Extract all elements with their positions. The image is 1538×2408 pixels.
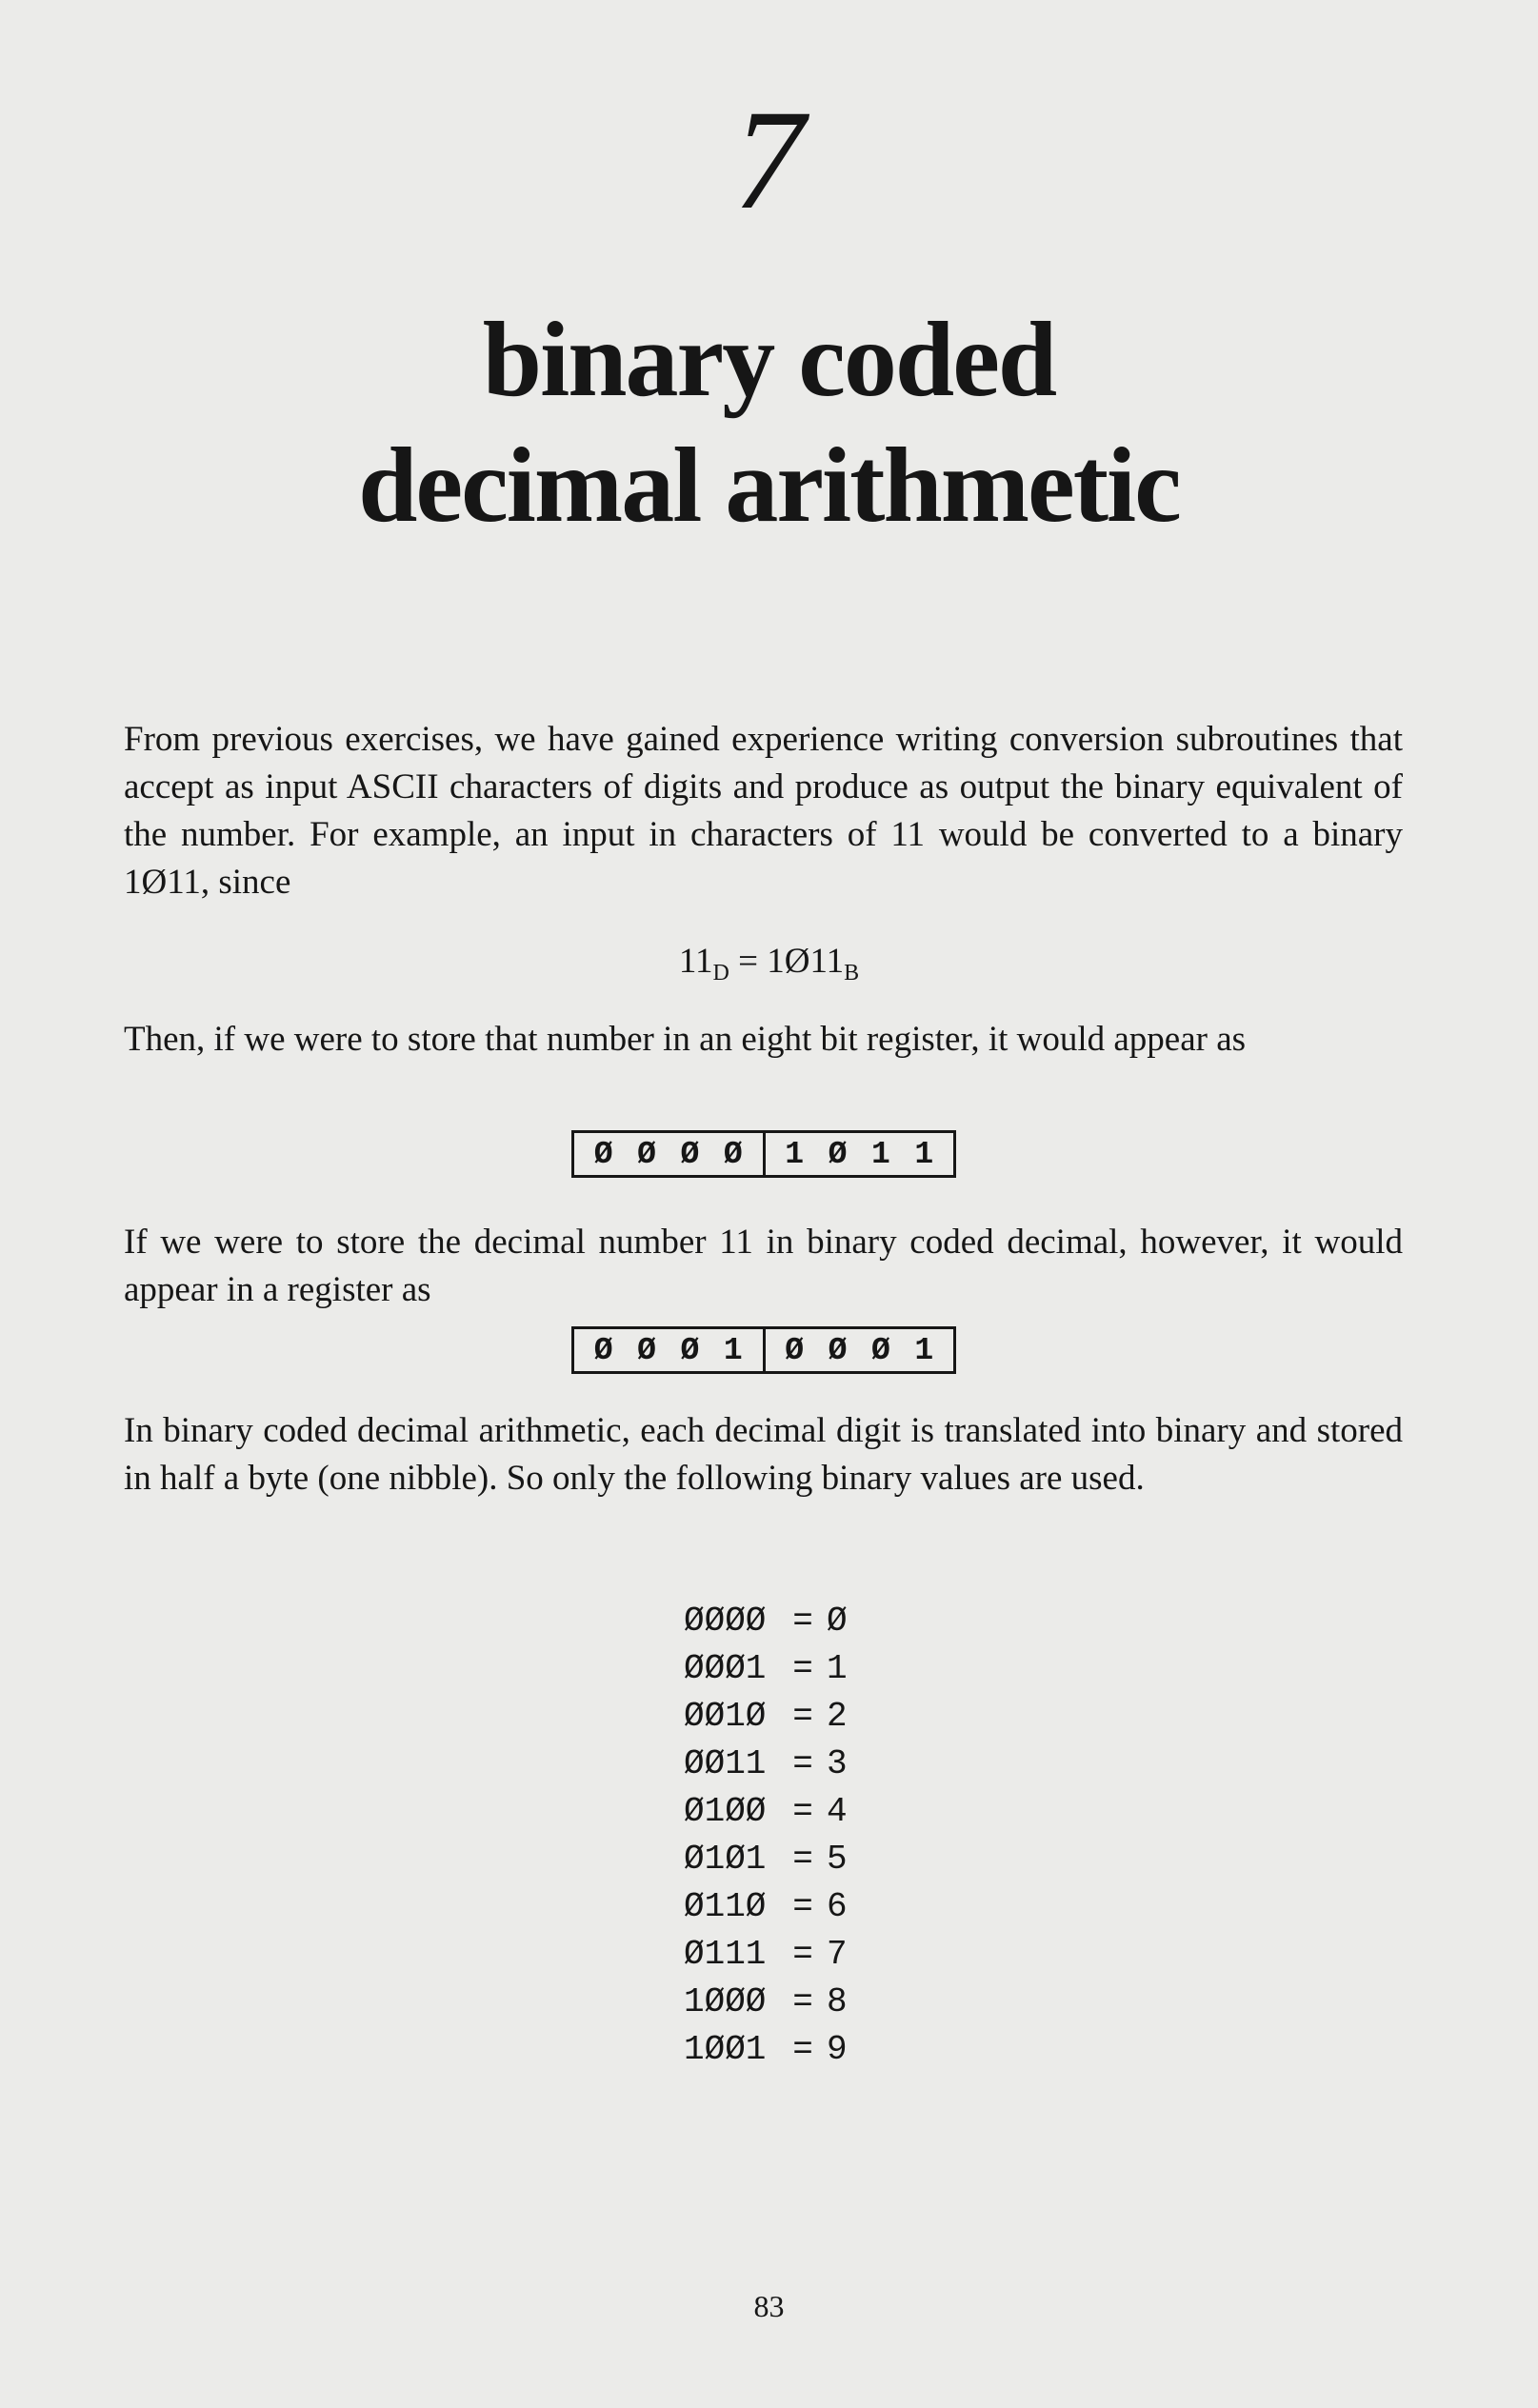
bcd-decimal: 5 <box>827 1840 848 1879</box>
bcd-equals: = <box>792 1935 813 1974</box>
paragraph-bcd-explanation: In binary coded decimal arithmetic, each decimal digit is translated into binary and stored in half a byte (one nibble). So only the following binary values are used. <box>124 1411 1403 1498</box>
bit: Ø <box>593 1332 613 1368</box>
paragraph-bcd-register: If we were to store the decimal number 11 in binary coded decimal, however, it would appear in a register as <box>124 1223 1403 1309</box>
chapter-title <box>0 297 1538 548</box>
bcd-equals: = <box>792 1982 813 2021</box>
bcd-binary: Ø1ØØ <box>684 1792 767 1831</box>
bcd-table <box>684 1598 865 2074</box>
bcd-decimal: Ø <box>827 1602 848 1641</box>
equation-decimal-binary <box>0 938 1538 997</box>
bcd-row <box>684 1645 865 1693</box>
bit: Ø <box>828 1332 848 1368</box>
bit: 1 <box>785 1136 805 1172</box>
bit: 1 <box>723 1332 743 1368</box>
bcd-binary: Ø1Ø1 <box>684 1840 767 1879</box>
bcd-decimal: 2 <box>827 1697 848 1736</box>
paragraph-register: Then, if we were to store that number in an eight bit register, it would appear as <box>124 1020 1247 1059</box>
bcd-row <box>684 1788 865 1836</box>
register-binary-low-nibble <box>763 1133 954 1175</box>
register-bcd-low-nibble <box>763 1329 954 1371</box>
bcd-equals: = <box>792 1744 813 1783</box>
bcd-binary: Ø11Ø <box>684 1887 767 1926</box>
bit: Ø <box>593 1136 613 1172</box>
bcd-equals: = <box>792 2030 813 2069</box>
bcd-binary: ØØØØ <box>684 1602 767 1641</box>
bit: Ø <box>871 1332 890 1368</box>
bit: 1 <box>914 1332 934 1368</box>
bcd-equals: = <box>792 1792 813 1831</box>
equation-right-subscript: B <box>844 961 860 985</box>
bcd-decimal: 6 <box>827 1887 848 1926</box>
bcd-decimal: 7 <box>827 1935 848 1974</box>
bcd-equals: = <box>792 1649 813 1688</box>
equation-operator: = <box>738 942 758 981</box>
bcd-equals: = <box>792 1840 813 1879</box>
bcd-decimal: 3 <box>827 1744 848 1783</box>
bcd-decimal: 4 <box>827 1792 848 1831</box>
bit: 1 <box>871 1136 890 1172</box>
equation-left-subscript: D <box>712 961 729 985</box>
bcd-row <box>684 1979 865 2026</box>
equation-right: 1Ø11 <box>767 942 845 981</box>
register-binary-high-nibble <box>574 1133 763 1175</box>
bcd-row <box>684 1931 865 1979</box>
bit: Ø <box>637 1136 656 1172</box>
bcd-equals: = <box>792 1887 813 1926</box>
bcd-binary: ØØØ1 <box>684 1649 767 1688</box>
equation-left: 11 <box>678 942 713 981</box>
bcd-binary: ØØ1Ø <box>684 1697 767 1736</box>
bit: Ø <box>723 1136 743 1172</box>
bit: Ø <box>637 1332 656 1368</box>
chapter-title-line-1: binary coded <box>482 301 1056 419</box>
page-number: 83 <box>753 2289 785 2323</box>
register-bcd <box>571 1326 956 1374</box>
register-bcd-high-nibble <box>574 1329 763 1371</box>
bcd-row <box>684 1741 865 1788</box>
bcd-row <box>684 1836 865 1883</box>
register-binary <box>571 1130 956 1178</box>
bit: Ø <box>680 1136 700 1172</box>
bcd-row <box>684 1693 865 1741</box>
bcd-binary: Ø111 <box>684 1935 767 1974</box>
bcd-row <box>684 1598 865 1645</box>
bit: Ø <box>785 1332 805 1368</box>
bcd-row <box>684 2026 865 2074</box>
bcd-decimal: 1 <box>827 1649 848 1688</box>
bcd-equals: = <box>792 1697 813 1736</box>
bcd-binary: ØØ11 <box>684 1744 767 1783</box>
bcd-decimal: 9 <box>827 2030 848 2069</box>
bcd-binary: 1ØØ1 <box>684 2030 767 2069</box>
chapter-number: 7 <box>733 81 805 239</box>
bcd-binary: 1ØØØ <box>684 1982 767 2021</box>
chapter-title-line-2: decimal arithmetic <box>358 427 1180 545</box>
bcd-equals: = <box>792 1602 813 1641</box>
bcd-decimal: 8 <box>827 1982 848 2021</box>
bit: Ø <box>828 1136 848 1172</box>
paragraph-intro: From previous exercises, we have gained experience writing conversion subroutines that accept as input ASCII characters of digits and produce as output the binary equivalent of the number. For example, an input in characters of 11 would be converted to a binary 1Ø11, since <box>124 720 1403 902</box>
bcd-row <box>684 1883 865 1931</box>
bit: Ø <box>680 1332 700 1368</box>
bit: 1 <box>914 1136 934 1172</box>
